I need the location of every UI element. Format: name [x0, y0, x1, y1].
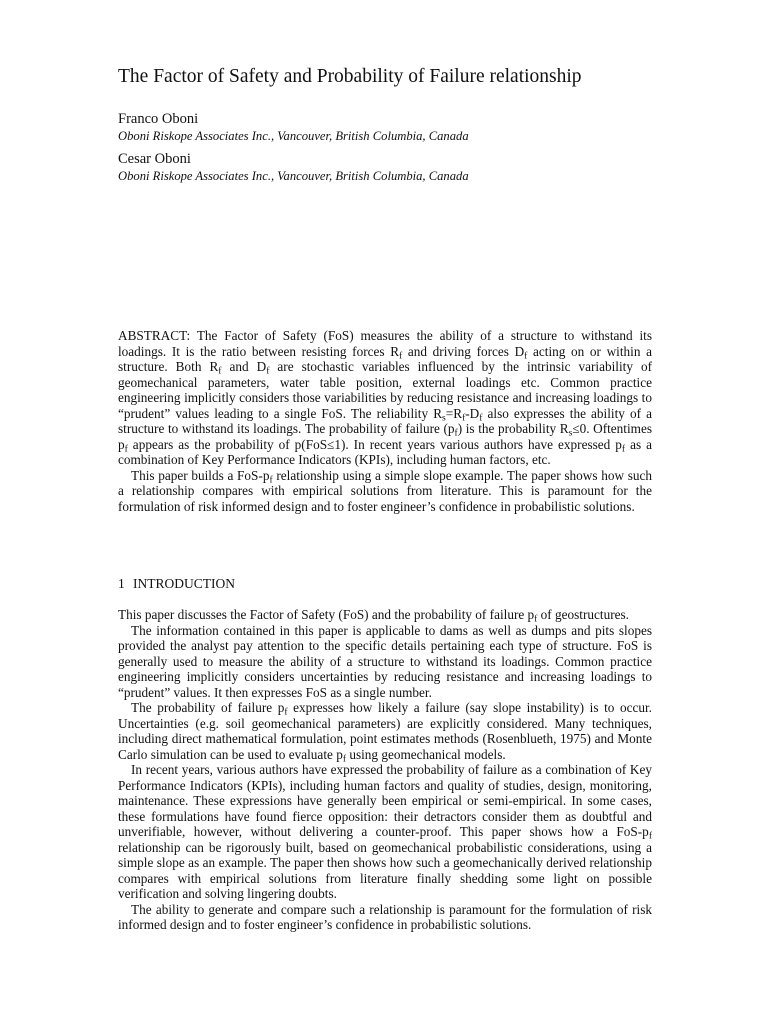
abstract-paragraph: ABSTRACT: The Factor of Safety (FoS) measures the ability of a structure to withstand its loadings. It is the ratio between resisting forces $R_f$ and driving forces $D_f$ acting on or within a structure. Both $R_f$ and $D_f$ are stochastic variables influenced by the intrinsic variability of geomechanical parameters, water table position, external loadings etc. Common practice engineering implicitly considers those variabilities by reducing resistance and increasing loadings to “prudent” values leading to a single FoS. The reliability $R_s=R_f-D_f$ also expresses the ability of a structure to withstand its loadings. The probability of failure $(p_f)$ is the probability $R_s\le 0$. Oftentimes $p_f$ appears as the probability of p(FoS≤1). In recent years various authors have expressed $p_f$ as a combination of Key Performance Indicators (KPIs), including human factors, etc. — [118, 328, 653, 467]
section-heading — [118, 575, 235, 592]
author-name: Franco Oboni — [118, 111, 199, 127]
author-block — [118, 150, 658, 185]
section-number: 1 — [118, 576, 125, 591]
author-affiliation: Oboni Riskope Associates Inc., Vancouver, British Columbia, Canada — [118, 129, 469, 143]
body-paragraph: The information contained in this paper is applicable to dams as well as dumps and pits slopes provided the analyst pay attention to the specific details pertaining each type of structure. FoS is generally used to measure the ability of a structure to withstand its loadings. Common practice engineering implicitly considers uncertainties by reducing resistance and increasing loadings to “prudent” values. It then expresses FoS as a single number. — [118, 622, 652, 700]
author-affiliation: Oboni Riskope Associates Inc., Vancouver, British Columbia, Canada — [118, 169, 469, 183]
section-title: INTRODUCTION — [133, 576, 235, 591]
body-paragraph: The ability to generate and compare such a relationship is paramount for the formulation of risk informed design and to foster engineer’s confidence in probabilistic solutions. — [118, 901, 652, 932]
abstract-paragraph: This paper builds a FoS-$p_f$ relationship using a simple slope example. The paper shows how such a relationship compares with empirical solutions from literature. This is paramount for the formulation of risk informed design and to foster engineer’s confidence in probabilistic solutions. — [118, 467, 652, 514]
body-paragraph: This paper discusses the Factor of Safety (FoS) and the probability of failure $p_f$ of geostructures. — [118, 607, 629, 625]
author-block — [118, 110, 658, 145]
abstract — [118, 328, 652, 514]
body-paragraph: The probability of failure $p_f$ expresses how likely a failure (say slope instability) is to occur. Uncertainties (e.g. soil geomechanical parameters) are explicitly considered. Many techniques, including direct mathematical formulation, point estimates methods (Rosenblueth, 1975) and Monte Carlo simulation can be used to evaluate $p_f$ using geomechanical models. — [118, 700, 652, 764]
introduction-body — [118, 607, 652, 933]
body-paragraph: In recent years, various authors have expressed the probability of failure as a combination of Key Performance Indicators (KPIs), including human factors and quality of studies, design, monitoring, maintenance. These expressions have generally been empirical or semi-empirical. In some cases, these formulations have found fierce opposition: their detractors consider them as doubtful and unverifiable, however, without delivering a counter-proof. This paper shows how a FoS-$p_f$ relationship can be rigorously built, based on geomechanical probabilistic considerations, using a simple slope as an example. The paper then shows how such a geomechanically derived relationship compares with empirical solutions from literature finally shedding some light on possible verification and solving lingering doubts. — [118, 762, 652, 901]
author-name: Cesar Oboni — [118, 151, 191, 167]
paper-title: The Factor of Safety and Probability of Failure relationship — [118, 66, 582, 87]
abstract-label: ABSTRACT: — [118, 328, 191, 343]
